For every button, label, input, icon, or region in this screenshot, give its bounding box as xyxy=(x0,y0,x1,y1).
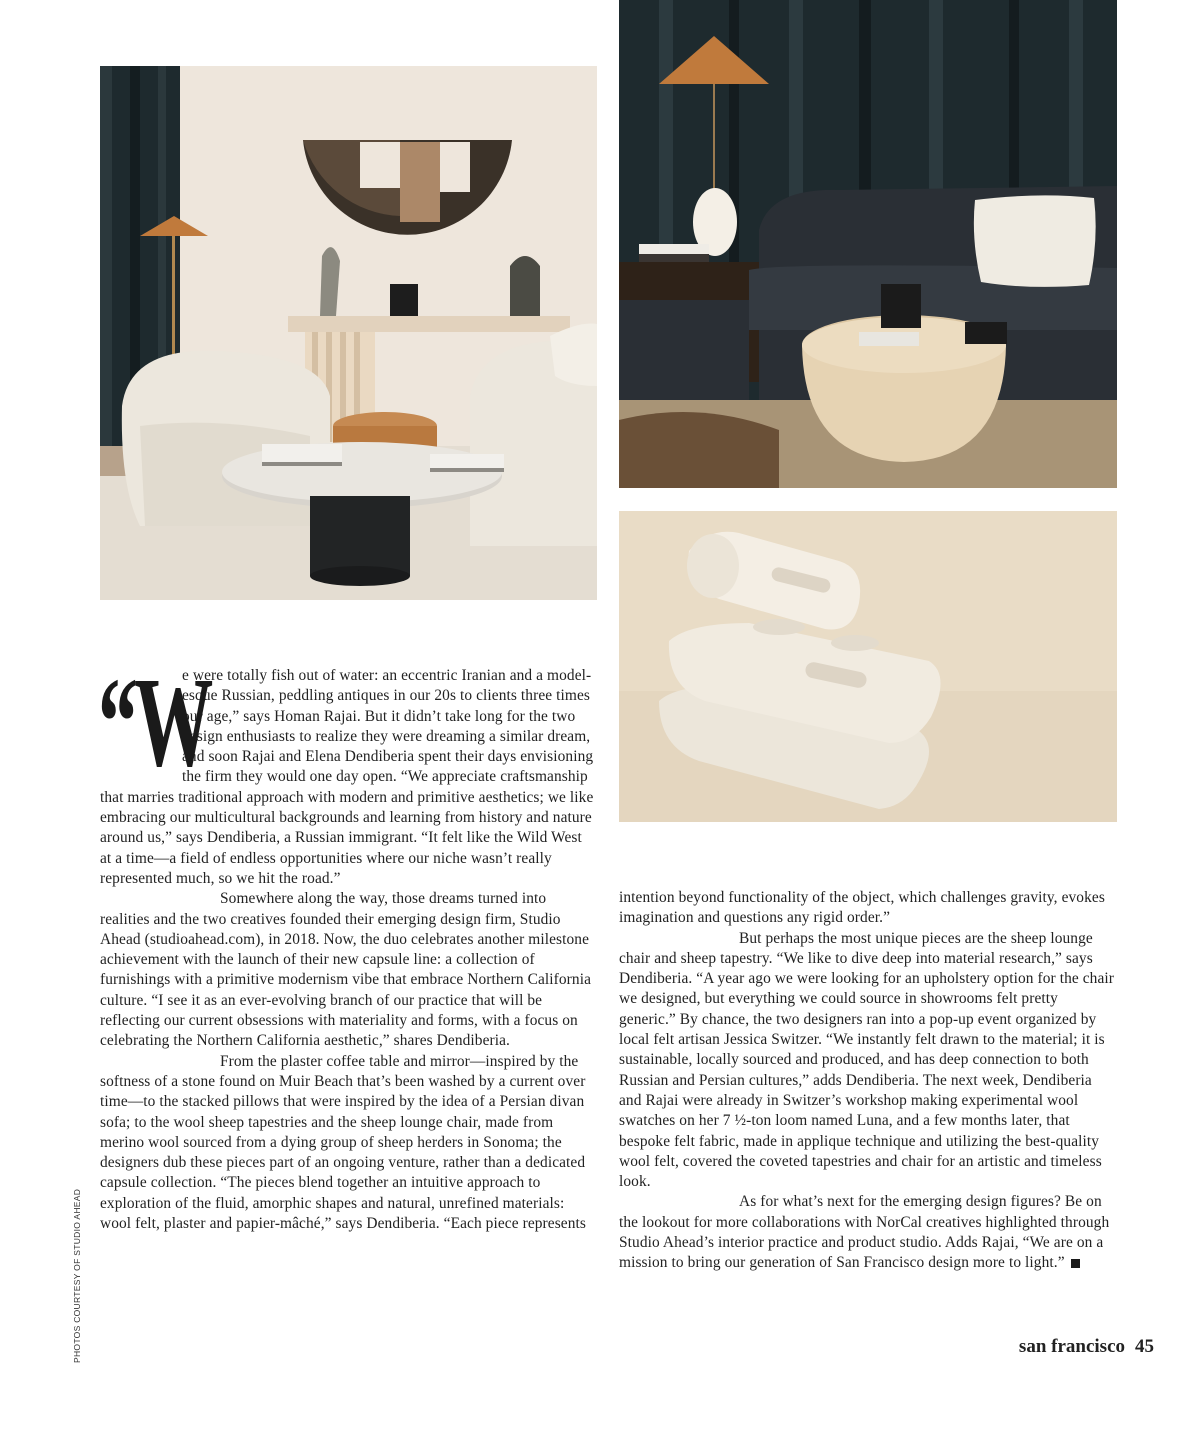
article-column-left xyxy=(98,651,597,1234)
publication-name: san francisco xyxy=(1018,1336,1125,1357)
dropcap xyxy=(98,651,210,793)
photo-living-room xyxy=(100,66,597,600)
paragraph-intro: e were totally fish out of water: an eccentric Iranian and a model-esque Russian, peddling antiques in our 20s to clients three times our age,” says Homan Rajai. But it didn’t take long for the two design enthusiasts to realize they were dreaming a similar dream, and soon Rajai and Elena Dendiberia spent their days envisioning the firm they would one day open. “We appreciate craftsmanship that marries traditional approach with modern and primitive aesthetics; we like embracing our multicultural backgrounds and learning from history and nature around us,” says Dendiberia, a Russian immigrant. “It felt like the Wild West at a time—a field of endless opportunities where our niche wasn’t really represented much, so we hit the road.” xyxy=(100,667,594,887)
paragraph-pieces: From the plaster coffee table and mirror—inspired by the softness of a stone found on Muir Beach that’s been washed by a current over time—to the stacked pillows that were inspired by the idea of a Persian divan sofa; to the wool sheep tapestries and the sheep lounge chair, made from merino wool sourced from a dying group of sheep herders in Sonoma; the designers dub these pieces part of an ongoing venture, rather than a dedicated capsule collection. “The pieces blend together an intuitive approach to exploration of the fluid, amorphic shapes and natural, unrefined materials: wool felt, plaster and papier-mâché,” says Dendiberia. “Each piece represents xyxy=(100,1052,586,1233)
open-quote: “ xyxy=(98,651,134,793)
paragraph-whats-next-text: As for what’s next for the emerging design figures? Be on the lookout for more collaborations with NorCal creatives highlighted through Studio Ahead’s interior practice and product studio. Adds Rajai, “We are on a mission to bring our generation of San Francisco design more to light.” xyxy=(619,1193,1110,1272)
paragraph-studio-ahead: Somewhere along the way, those dreams turned into realities and the two creatives founded their emerging design firm, Studio Ahead (studioahead.com), in 2018. Now, the duo celebrates another milestone achievement with the launch of their new capsule line: a collection of furnishings with a primitive modernism vibe that embrace Northern California culture. “I see it as an ever-evolving branch of our practice that will be reflecting our current obsessions with materiality and forms, with a focus on celebrating the Northern California aesthetic,” shares Dendiberia. xyxy=(100,890,591,1050)
paragraph-intention: intention beyond functionality of the object, which challenges gravity, evokes imagination and questions any rigid order.” xyxy=(619,889,1105,927)
photo-sofa-coffee-table xyxy=(619,0,1117,488)
article-column-right xyxy=(619,888,1117,1274)
paragraph-whats-next xyxy=(619,1192,1117,1273)
page-number: 45 xyxy=(1135,1336,1154,1357)
photo-credit: PHOTOS COURTESY OF STUDIO AHEAD xyxy=(72,1188,82,1363)
paragraph-sheep-chair: But perhaps the most unique pieces are the sheep lounge chair and sheep tapestry. “We like to dive deep into material research,” says Dendiberia. “A year ago we were looking for an upholstery option for the chair we designed, but everything we could source in showrooms felt pretty generic.” By chance, the two designers ran into a pop-up event organized by local felt artisan Jessica Switzer. “We instantly felt drawn to the material; it is sustainable, locally sourced and produced, and has deep connection to both Russian and Persian cultures,” adds Dendiberia. The next week, Dendiberia and Rajai were already in Switzer’s workshop making experimental wool swatches on her 7 ½-ton loom named Luna, and a few months later, that bespoke felt fabric, made in applique technique and utilizing the best-quality wool felt, covered the coveted tapestries and chair for an artistic and timeless look. xyxy=(619,929,1115,1191)
page-folio xyxy=(1019,1336,1154,1358)
dropcap-letter: W xyxy=(133,651,210,793)
end-mark xyxy=(1071,1259,1080,1268)
photo-felt-lounge-chair xyxy=(619,511,1117,822)
